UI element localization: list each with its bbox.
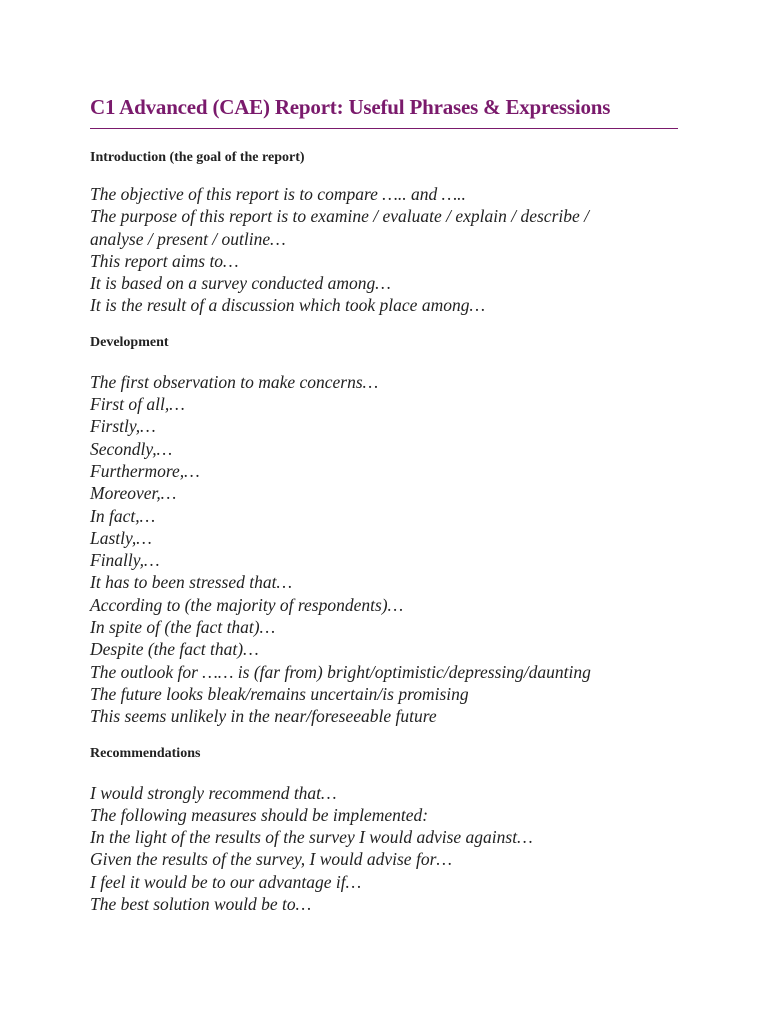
phrase-line: Finally,…	[90, 550, 160, 571]
phrase-line: It is based on a survey conducted among…	[90, 273, 391, 294]
document-page	[90, 92, 680, 915]
phrase-line: This seems unlikely in the near/foreseeable future	[90, 706, 437, 727]
phrase-line: Furthermore,…	[90, 460, 200, 481]
section-heading-development: Development	[90, 334, 169, 350]
phrase-line: I would strongly recommend that…	[90, 782, 337, 803]
phrase-line: The future looks bleak/remains uncertain/is promising	[90, 683, 469, 704]
title-regular: C1 Advanced (CAE) Report:	[90, 95, 349, 119]
phrase-line: The following measures should be implemented:	[90, 804, 429, 825]
phrase-list-development	[90, 371, 680, 728]
phrase-line: In spite of (the fact that)…	[90, 617, 276, 638]
phrase-list-introduction	[90, 183, 680, 317]
phrase-list-recommendations	[90, 782, 680, 916]
phrase-line: The outlook for …… is (far from) bright/optimistic/depressing/daunting	[90, 661, 591, 682]
phrase-line: Moreover,…	[90, 483, 177, 504]
phrase-line: First of all,…	[90, 394, 185, 415]
phrase-line: It is the result of a discussion which took place among…	[90, 295, 486, 316]
phrase-line: Lastly,…	[90, 527, 152, 548]
phrase-line: In the light of the results of the survey I would advise against…	[90, 827, 533, 848]
section-heading-introduction: Introduction (the goal of the report)	[90, 150, 305, 165]
phrase-line: The best solution would be to…	[90, 894, 312, 915]
phrase-line: The purpose of this report is to examine / evaluate / explain / describe /	[90, 206, 589, 227]
section-heading-recommendations: Recommendations	[90, 745, 201, 761]
phrase-line: The first observation to make concerns…	[90, 371, 379, 392]
phrase-line: Given the results of the survey, I would advise for…	[90, 849, 452, 870]
phrase-line: Secondly,…	[90, 438, 173, 459]
phrase-line: According to (the majority of respondents)…	[90, 594, 404, 615]
phrase-line: In fact,…	[90, 505, 156, 526]
phrase-line: I feel it would be to our advantage if…	[90, 871, 362, 892]
title-divider	[90, 128, 678, 129]
phrase-line: Despite (the fact that)…	[90, 639, 259, 660]
phrase-line: Firstly,…	[90, 416, 156, 437]
document-title	[90, 92, 680, 122]
phrase-line: The objective of this report is to compare ….. and …..	[90, 184, 466, 204]
title-bold: Useful Phrases & Expressions	[348, 95, 611, 119]
phrase-line: It has to been stressed that…	[90, 572, 293, 593]
phrase-line: analyse / present / outline…	[90, 228, 286, 249]
phrase-line: This report aims to…	[90, 250, 239, 271]
